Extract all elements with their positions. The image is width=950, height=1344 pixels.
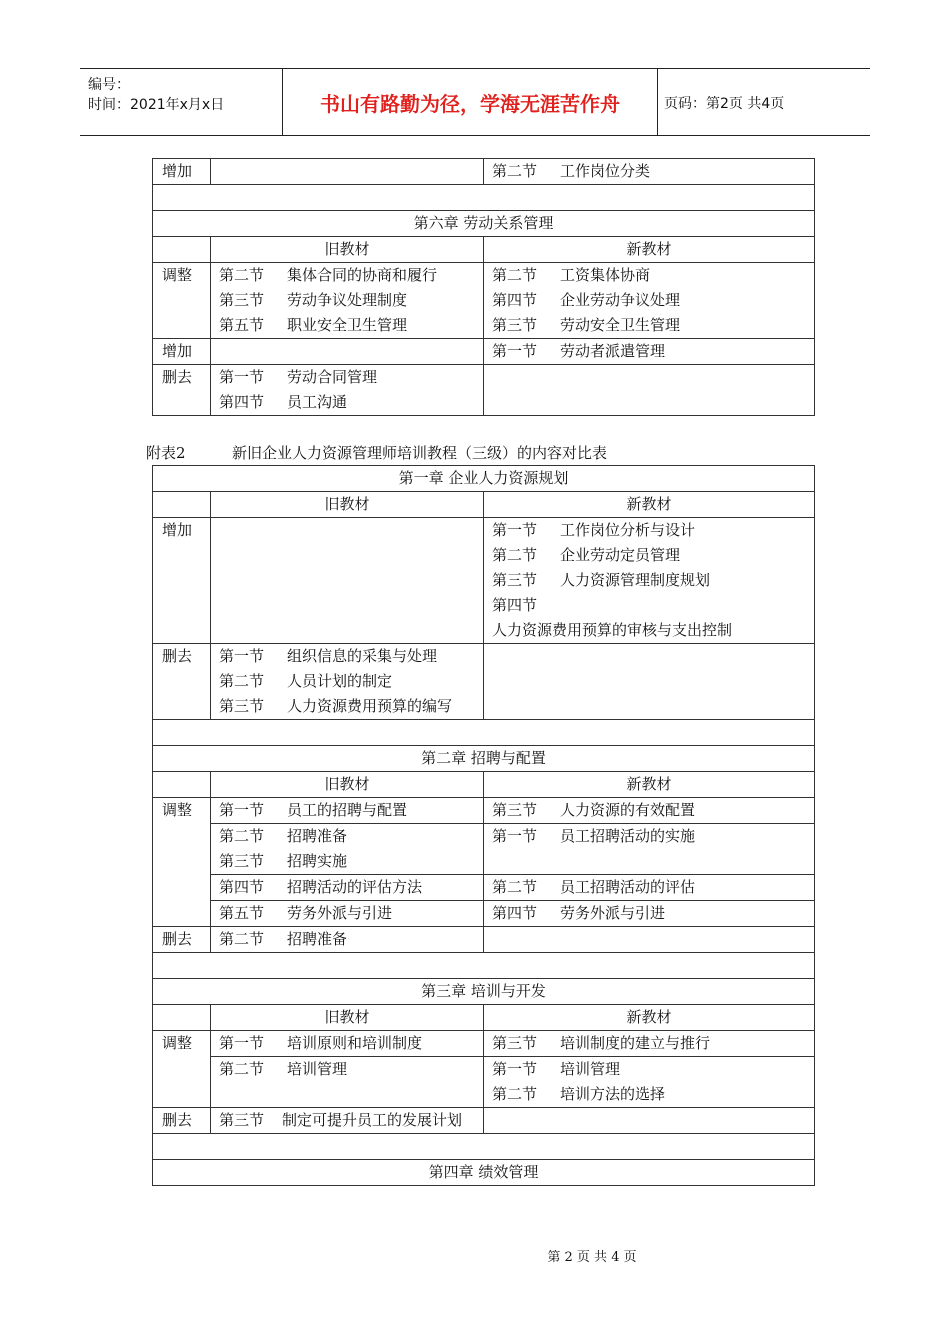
cell-text: 第四节 [492,291,538,309]
cell-text: 培训管理 [287,1060,348,1078]
table-row-blank [153,720,815,746]
table-cell [211,1108,484,1134]
table-row-blank [153,953,815,979]
table-row [153,313,815,339]
table-cell [211,875,484,901]
cell-text [219,824,475,849]
cell-text: 培训方法的选择 [560,1085,666,1103]
table-row [153,1031,815,1057]
cell-text: 第三节 [219,852,265,870]
table-cell: 增加 [153,518,211,644]
cell-text: 集体合同的协商和履行 [287,266,438,284]
table-cell [484,288,815,313]
table-row [153,927,815,953]
row-label: 增加 [153,339,211,365]
table-cell [484,1031,815,1057]
cell-text [219,694,475,719]
cell-text: 第一节 [492,827,538,845]
cell-text: 企业劳动争议处理 [560,291,681,309]
cell-text: 第五节 [219,904,265,922]
number-label: 编号： [88,77,130,93]
table-cell [153,237,211,263]
cell-text: 人力资源费用预算的编写 [287,697,453,715]
table-cell [484,1057,815,1108]
motto: 书山有路勤为径，学海无涯苦作舟 [282,69,658,135]
cell-text [492,518,806,543]
table-row [153,518,815,644]
cell-text [219,390,475,415]
cell-text: 第五节 [219,316,265,334]
cell-text: 第二节 [492,878,538,896]
cell-text: 第四节 [219,393,265,411]
cell-text: 员工招聘活动的实施 [560,827,696,845]
cell-text: 第二节 [492,162,538,180]
table-cell: 旧教材 [211,772,484,798]
cell-text: 第一节 [492,342,538,360]
header-meta [88,75,224,115]
cell-text: 第三节 [219,697,265,715]
cell-text: 第二节 [219,827,265,845]
cell-text: 第三节 [492,1034,538,1052]
cell-text: 第二节 [492,1085,538,1103]
cell-text: 人员计划的制定 [287,672,393,690]
cell-text: 第三节 [492,571,538,589]
cell-text: 工作岗位分类 [560,162,651,180]
table-cell: 第四章 绩效管理 [153,1160,815,1186]
table-cell: 删去 [153,927,211,953]
table-row [153,365,815,416]
table-cell [484,798,815,824]
table-cell [153,720,815,746]
cell-text: 人力资源费用预算的审核与支出控制 [492,621,733,639]
new-cell [484,159,815,185]
table-cell: 新教材 [484,772,815,798]
cell-text: 员工沟通 [287,393,348,411]
cell-text: 制定可提升员工的发展计划 [282,1111,463,1129]
table-row [153,824,815,875]
cell-text [492,1082,806,1107]
cell-text: 员工的招聘与配置 [287,801,408,819]
cell-text: 劳动合同管理 [287,368,378,386]
table-cell: 删去 [153,1108,211,1134]
table-cell [153,1005,211,1031]
chapter-row [153,746,815,772]
table-cell [211,901,484,927]
cell-text: 第二节 [219,672,265,690]
cell-text: 第一节 [492,521,538,539]
cell-text: 招聘实施 [287,852,348,870]
table-cell [484,644,815,720]
page-header [80,68,870,136]
cell-text: 第二节 [219,266,265,284]
table-cell: 旧教材 [211,1005,484,1031]
table-cell [211,339,484,365]
table-chapter6 [152,158,815,416]
table-comparison [152,465,815,1186]
cell-text [492,568,806,593]
cell-text: 劳务外派与引进 [287,904,393,922]
table-cell [153,953,815,979]
cell-text: 第四节 [492,904,538,922]
cell-text: 人力资源管理制度规划 [560,571,711,589]
table-row [153,798,815,824]
table-cell [211,798,484,824]
table-cell: 调整 [153,798,211,927]
table-row [153,1057,815,1108]
table-cell [153,1134,815,1160]
cell-text: 劳动安全卫生管理 [560,316,681,334]
cell-text [219,849,475,874]
caption-title: 新旧企业人力资源管理师培训教程（三级）的内容对比表 [232,444,608,462]
chapter-title: 第一章 企业人力资源规划 [153,466,815,492]
table-cell [484,927,815,953]
cell-text: 员工招聘活动的评估 [560,878,696,896]
caption-label: 附表2 [146,444,186,462]
cell-text: 第三节 [492,801,538,819]
column-header-row [153,492,815,518]
table-cell [484,339,815,365]
table-row [153,875,815,901]
cell-text: 第二节 [492,546,538,564]
cell-text: 招聘准备 [287,930,348,948]
table-cell: 旧教材 [211,492,484,518]
table-row [153,288,815,313]
page-info: 页码：第2页 共4页 [664,96,785,112]
cell-text: 招聘活动的评估方法 [287,878,423,896]
table-cell: 第二章 招聘与配置 [153,746,815,772]
table-cell [484,263,815,289]
cell-text: 第二节 [492,266,538,284]
table-cell [211,313,484,339]
chapter-row [153,211,815,237]
chapter-row [153,979,815,1005]
cell-text: 第一节 [219,1034,265,1052]
table-row [153,159,815,185]
chapter-row [153,1160,815,1186]
cell-text: 第一节 [219,647,265,665]
table-cell [153,772,211,798]
cell-text: 培训原则和培训制度 [287,1034,423,1052]
cell-text: 第一节 [219,801,265,819]
cell-text: 第二节 [219,1060,265,1078]
cell-text: 第三节 [219,291,265,309]
cell-text: 劳动者派遣管理 [560,342,666,360]
cell-text: 第四节 [219,878,265,896]
table-row [153,339,815,365]
table-row [153,1108,815,1134]
table-cell: 新教材 [484,492,815,518]
old-cell [211,159,484,185]
table-cell [211,1057,484,1108]
table-row-blank [153,185,815,211]
table-cell [211,644,484,720]
table-cell [211,824,484,875]
table-cell [484,1108,815,1134]
table-cell [211,518,484,644]
cell-text: 招聘准备 [287,827,348,845]
table-cell: 调整 [153,1031,211,1108]
cell-text: 企业劳动定员管理 [560,546,681,564]
cell-text: 第三节 [219,1111,265,1129]
table-cell [484,824,815,875]
cell-text: 劳务外派与引进 [560,904,666,922]
cell-text: 职业安全卫生管理 [287,316,408,334]
table-cell [211,1031,484,1057]
cell-text: 第三节 [492,316,538,334]
cell-text: 第二节 [219,930,265,948]
cell-text: 培训管理 [560,1060,621,1078]
table-row-blank [153,1134,815,1160]
time-label: 时间：2021年x月x日 [88,97,225,113]
table-caption [146,442,607,463]
cell-text: 工资集体协商 [560,266,651,284]
row-label: 调整 [153,263,211,339]
table-cell: 第三章 培训与开发 [153,979,815,1005]
cell-text: 第一节 [492,1060,538,1078]
cell-text: 劳动争议处理制度 [287,291,408,309]
cell-text: 培训制度的建立与推行 [560,1034,711,1052]
table-cell [211,927,484,953]
table-cell [211,263,484,289]
table-cell [211,365,484,416]
cell-text [492,1057,806,1082]
cell-text [219,644,475,669]
cell-text: 工作岗位分析与设计 [560,521,696,539]
chapter-row [153,466,815,492]
table-cell [484,901,815,927]
chapter-title: 第六章 劳动关系管理 [153,211,815,237]
column-header-row [153,237,815,263]
cell-text [219,365,475,390]
cell-text: 组织信息的采集与处理 [287,647,438,665]
page-footer: 第 2 页 共 4 页 [547,1250,637,1265]
table-cell: 新教材 [484,1005,815,1031]
cell-text: 第一节 [219,368,265,386]
table-cell [484,313,815,339]
old-head: 旧教材 [211,237,484,263]
table-cell [153,492,211,518]
row-label: 增加 [153,159,211,185]
cell-text [492,543,806,568]
table-cell [484,518,815,644]
column-header-row [153,772,815,798]
column-header-row [153,1005,815,1031]
table-row [153,901,815,927]
table-row [153,263,815,289]
table-cell: 删去 [153,644,211,720]
table-cell [484,875,815,901]
cell-text [492,593,806,643]
cell-text: 第四节 [492,596,538,614]
table-row [153,644,815,720]
new-head: 新教材 [484,237,815,263]
cell-text [219,669,475,694]
row-label: 删去 [153,365,211,416]
table-cell [153,185,815,211]
table-cell [211,288,484,313]
cell-text: 人力资源的有效配置 [560,801,696,819]
table-cell [484,365,815,416]
